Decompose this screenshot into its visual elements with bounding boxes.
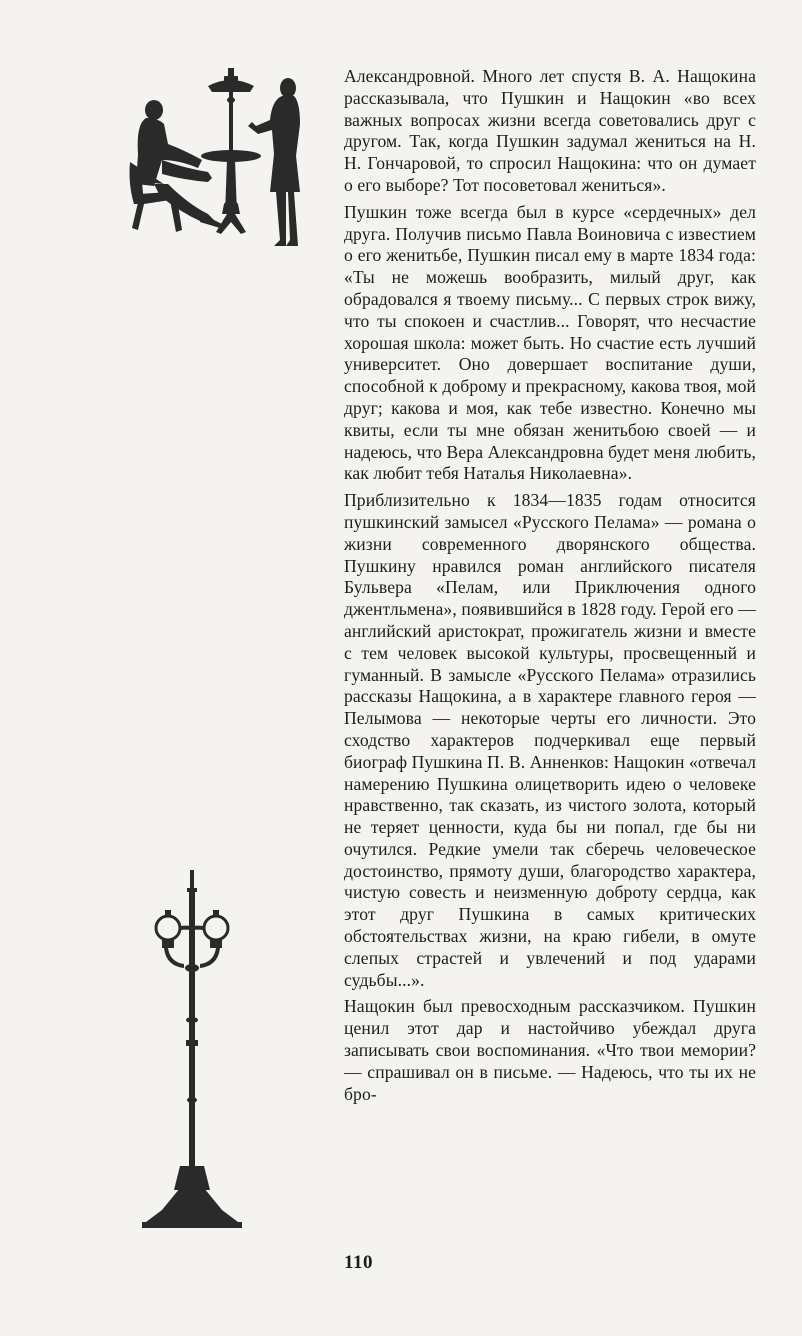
standing-lamp-icon — [140, 870, 248, 1238]
silhouette-conversation-icon — [124, 64, 318, 254]
paragraph-4: Нащокин был превосходным рассказчиком. Пушкин ценил этот дар и настойчиво убеждал друга записывать свои воспоминания. «Что твои мемории? — спрашивал он в письме. — Надеюсь, что ты их не бро- — [344, 996, 756, 1104]
page-number: 110 — [344, 1252, 373, 1273]
paragraph-3: Приблизительно к 1834—1835 годам относится пушкинский замысел «Русского Пелама» — романа о жизни современного дворянского общества. Пушкину нравился роман английского писателя Бульвера «Пелам, или Приключения одного джентльмена», появившийся в 1828 году. Герой его — английский аристократ, прожигатель жизни и вместе с тем человек высокой культуры, просвещенный и гуманный. В замысле «Русского Пелама» отразились рассказы Нащокина, а в характере главного героя — Пелымова — некоторые черты его личности. Это сходство характеров подчеркивал еще первый биограф Пушкина П. В. Анненков: Нащокин «отвечал намерению Пушкина олицетворить идею о человеке нравственно, так сказать, из чистого золота, который не теряет ценности, куда бы ни попал, где бы ни очутился. Редкие умели так сберечь человеческое достоинство, прямоту души, благородство характера, чистую совесть и неизменную доброту сердца, как этот друг Пушкина в самых критических обстоятельствах жизни, на краю гибели, в омуте слепых страстей и увлечений и под ударами судьбы...». — [344, 490, 756, 990]
paragraph-1: Александровной. Много лет спустя В. А. Нащокина рассказывала, что Пушкин и Нащокин «во всех важных вопросах жизни всегда советовались друг с другом. Так, когда Пушкин задумал жениться на Н. Н. Гончаровой, то спросил Нащокина: что он думает о его выборе? Тот посоветовал жениться». — [344, 66, 756, 195]
main-text-column — [344, 66, 756, 1105]
paragraph-2: Пушкин тоже всегда был в курсе «сердечных» дел друга. Получив письмо Павла Воиновича с известием о его женитьбе, Пушкин писал ему в марте 1834 года: «Ты не можешь вообразить, милый друг, как обрадовался я твоему письму... С первых строк вижу, что ты спокоен и счастлив... Говорят, что несчастие хорошая школа: может быть. Но счастие есть лучший университет. Оно довершает воспитание души, способной к доброму и прекрасному, какова твоя, мой друг; какова и моя, как тебе известно. Конечно мы квиты, если ты мне обязан женитьбою своей — и надеюсь, что Вера Александровна будет меня любить, как любит тебя Наталья Николаевна». — [344, 201, 757, 484]
